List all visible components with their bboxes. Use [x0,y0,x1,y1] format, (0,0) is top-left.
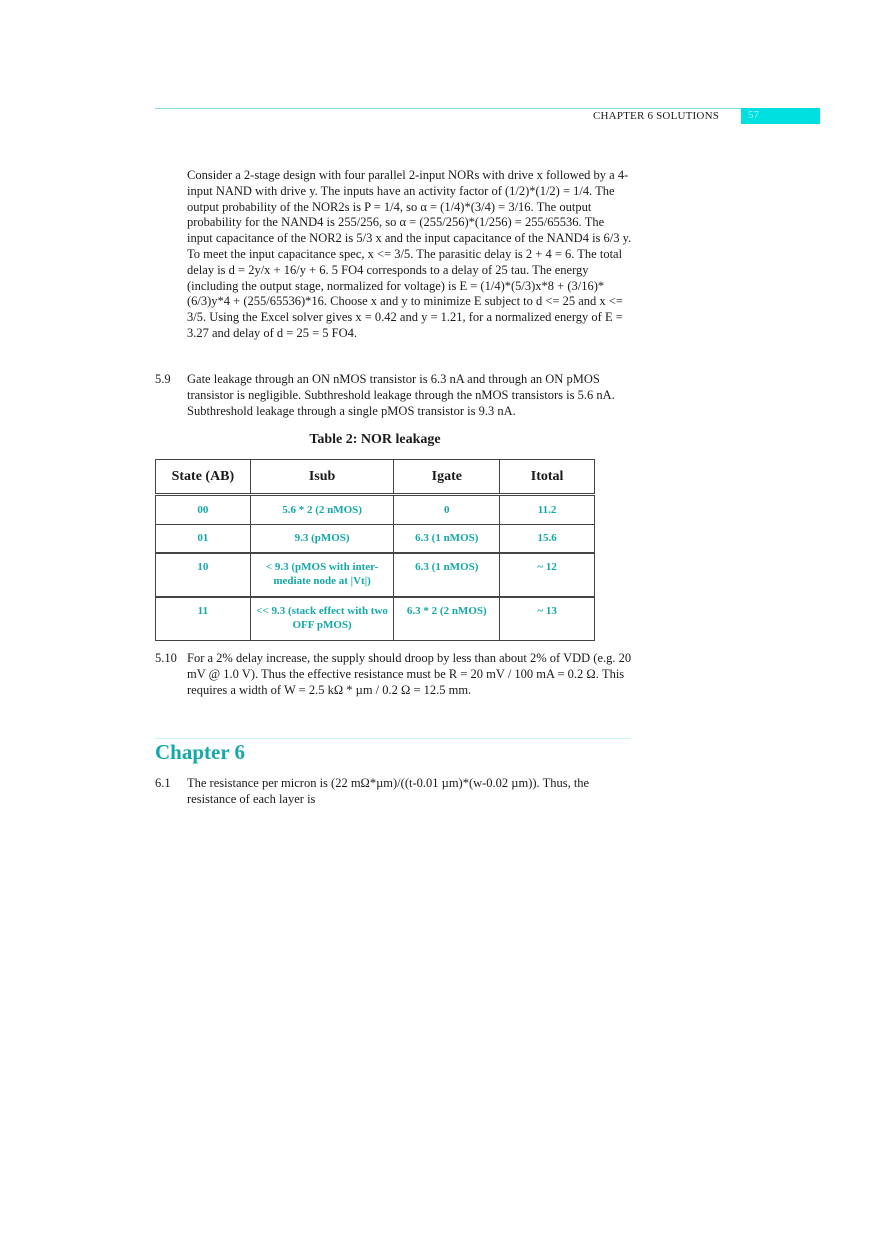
running-title: CHAPTER 6 SOLUTIONS [593,110,720,122]
table-cell: 9.3 (pMOS) [250,525,394,554]
problem-text: The resistance per micron is (22 mΩ*µm)/((t-0.01 µm)*(w-0.02 µm)). Thus, the resistance of each layer is [187,776,590,806]
table-cell: 00 [156,495,251,525]
table-header-cell: State (AB) [156,460,251,495]
page-number: 57 [748,109,759,121]
table-cell: 0 [394,495,500,525]
nor-leakage-table [155,459,595,641]
table-cell: 01 [156,525,251,554]
chapter-heading: Chapter 6 [155,740,246,764]
table-header-cell: Igate [394,460,500,495]
table-cell: 6.3 (1 nMOS) [394,525,500,554]
table-cell: 11.2 [500,495,595,525]
table-title: Table 2: NOR leakage [309,432,441,447]
table-cell: < 9.3 (pMOS with inter-mediate node at |Vt|) [250,553,394,597]
table-cell: 15.6 [500,525,595,554]
intro-paragraph: Consider a 2-stage design with four parallel 2-input NORs with drive x followed by a 4-input NAND with drive y. The inputs have an activity factor of (1/2)*(1/2) = 1/4. The output probability of the NOR2s is P = 1/4, so α = (1/4)*(3/4) = 3/16. The output probability for the NAND4 is 255/256, so α = (255/256)*(1/256) = 255/65536. The input capacitance of the NOR2 is 5/3 x and the input capacitance of the NAND4 is 6/3 y. To meet the input capacitance spec, x <= 3/5. The parasitic delay is 2 + 4 = 6. The total delay is d = 2y/x + 16/y + 6. 5 FO4 corresponds to a delay of 25 tau. The energy (including the output stage, normalized for voltage) is E = (1/4)*(5/3)x*8 + (3/16)*(6/3)y*4 + (255/65536)*16. Choose x and y to minimize E subject to d <= 25 and x <= 3/5. Using the Excel solver gives x = 0.42 and y = 1.21, for a normalized energy of E = 3.27 and delay of d = 25 = 5 FO4. [187,168,632,340]
table-header-row [156,460,595,495]
problem-number: 6.1 [155,776,171,790]
chapter-rule [155,738,631,739]
header-rule [155,108,741,109]
problem-text: For a 2% delay increase, the supply should droop by less than about 2% of VDD (e.g. 20 mV @ 1.0 V). Thus the effective resistance must be R = 20 mV / 100 mA = 0.2 Ω. This requires a width of W = 2.5 kΩ * µm / 0.2 Ω = 12.5 mm. [187,651,632,697]
table-row [156,525,595,554]
table-row [156,553,595,597]
table-cell: 5.6 * 2 (2 nMOS) [250,495,394,525]
table-cell: ~ 12 [500,553,595,597]
table-header-cell: Itotal [500,460,595,495]
problem-number: 5.9 [155,372,171,386]
table-row [156,597,595,641]
table-cell: ~ 13 [500,597,595,641]
table-cell: 6.3 * 2 (2 nMOS) [394,597,500,641]
table-cell: 10 [156,553,251,597]
table-cell: << 9.3 (stack effect with two OFF pMOS) [250,597,394,641]
table-row [156,495,595,525]
table-header-cell: Isub [250,460,394,495]
table-cell: 6.3 (1 nMOS) [394,553,500,597]
problem-number: 5.10 [155,651,177,665]
problem-text: Gate leakage through an ON nMOS transistor is 6.3 nA and through an ON pMOS transistor is negligible. Subthreshold leakage through the nMOS transistors is 5.6 nA. Subthreshold leakage through a single pMOS transistor is 9.3 nA. [187,372,615,418]
table-cell: 11 [156,597,251,641]
